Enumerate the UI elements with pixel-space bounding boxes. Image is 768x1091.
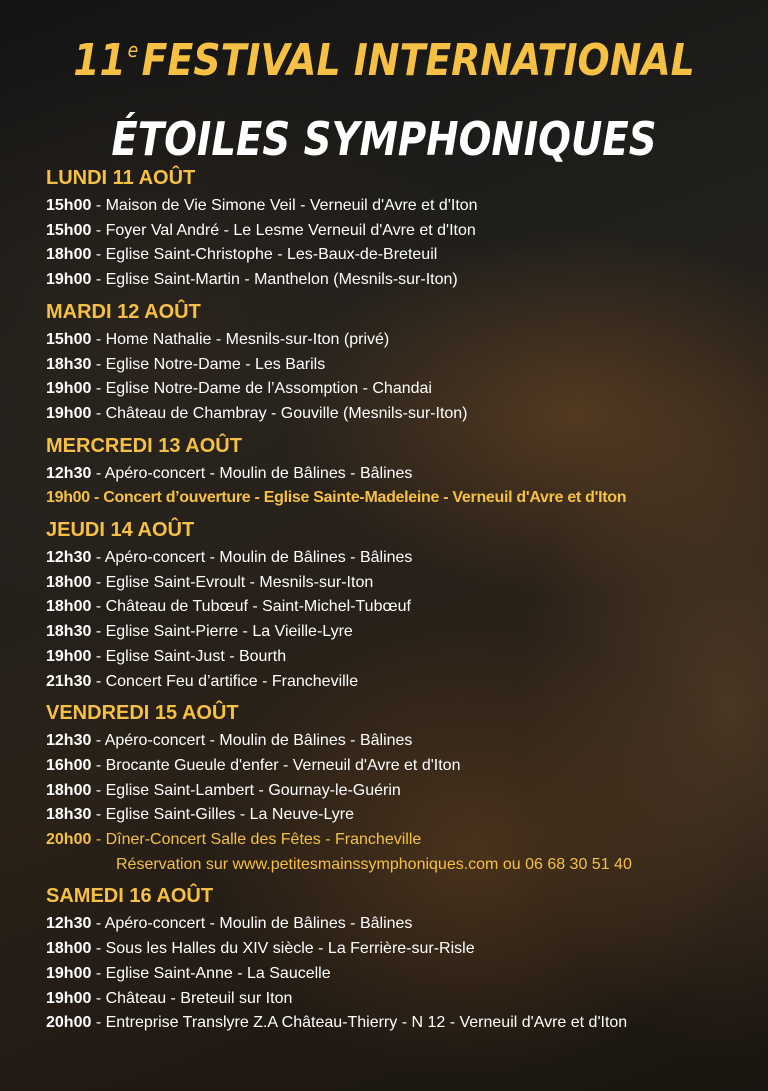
event-time: 16h00 bbox=[46, 756, 92, 774]
event-time: 20h00 bbox=[46, 1014, 92, 1032]
event-description: - Eglise Saint-Gilles - La Neuve-Lyre bbox=[91, 806, 354, 824]
event-description: - Maison de Vie Simone Veil - Verneuil d'Avre et d'Iton bbox=[91, 197, 478, 214]
event-time: 18h30 bbox=[46, 623, 92, 641]
festival-subtitle: ÉTOILES SYMPHONIQUES bbox=[111, 112, 657, 166]
event-row bbox=[46, 571, 756, 596]
reservation-note: Réservation sur www.petitesmainssymphoniques.com ou 06 68 30 51 40 bbox=[116, 855, 632, 873]
event-description: - Eglise Saint-Pierre - La Vieille-Lyre bbox=[91, 623, 353, 641]
event-row bbox=[46, 729, 756, 754]
event-row bbox=[46, 962, 756, 987]
event-time: 18h30 bbox=[46, 355, 92, 373]
event-description: - Apéro-concert - Moulin de Bâlines - Bâlines bbox=[91, 464, 413, 482]
event-row bbox=[46, 937, 756, 962]
event-time: 19h00 bbox=[46, 489, 90, 507]
poster-header bbox=[0, 22, 768, 169]
event-row bbox=[46, 779, 756, 804]
event-time: 19h00 bbox=[46, 271, 92, 289]
event-description: - Brocante Gueule d'enfer - Verneuil d'Avre et d'Iton bbox=[91, 756, 461, 774]
event-description: - Château de Chambray - Gouville (Mesnils-sur-Iton) bbox=[91, 404, 468, 422]
event-description: - Château de Tubœuf - Saint-Michel-Tubœuf bbox=[91, 598, 411, 616]
day-heading-lundi: LUNDI 11 AOÛT bbox=[46, 167, 196, 189]
event-description: - Eglise Notre-Dame de l’Assomption - Chandai bbox=[91, 380, 432, 398]
event-time: 19h00 bbox=[46, 647, 92, 665]
event-description: - Apéro-concert - Moulin de Bâlines - Bâlines bbox=[91, 732, 413, 750]
event-description: - Eglise Saint-Martin - Manthelon (Mesnils-sur-Iton) bbox=[91, 271, 458, 289]
event-time: 18h00 bbox=[46, 598, 92, 616]
event-row bbox=[46, 670, 756, 695]
event-time: 18h00 bbox=[46, 573, 92, 591]
event-row bbox=[46, 645, 756, 670]
event-time: 12h30 bbox=[46, 915, 92, 933]
event-time: 18h30 bbox=[46, 806, 92, 824]
festival-title-text: FESTIVAL INTERNATIONAL bbox=[141, 35, 695, 86]
event-time: 19h00 bbox=[46, 989, 92, 1007]
event-description: - Concert Feu d’artifice - Francheville bbox=[91, 672, 359, 690]
day-heading-mercredi: MERCREDI 13 AOÛT bbox=[46, 434, 242, 457]
event-description: - Entreprise Translyre Z.A Château-Thierry - N 12 - Verneuil d'Avre et d'Iton bbox=[91, 1014, 628, 1032]
event-time: 15h00 bbox=[46, 330, 92, 348]
event-time: 12h30 bbox=[46, 549, 92, 567]
event-row bbox=[46, 377, 756, 402]
event-row bbox=[46, 546, 756, 571]
event-description: - Apéro-concert - Moulin de Bâlines - Bâlines bbox=[91, 549, 413, 567]
event-row bbox=[46, 754, 756, 779]
event-row bbox=[46, 803, 756, 828]
event-row bbox=[46, 328, 756, 353]
event-time: 12h30 bbox=[46, 464, 92, 482]
event-row bbox=[46, 268, 756, 293]
event-time: 19h00 bbox=[46, 404, 92, 422]
event-time: 15h00 bbox=[46, 221, 92, 239]
event-description: - Eglise Saint-Lambert - Gournay-le-Guérin bbox=[91, 781, 401, 799]
event-row-diner-concert bbox=[46, 828, 756, 853]
event-description: - Concert d’ouverture - Eglise Sainte-Madeleine - Verneuil d'Avre et d'Iton bbox=[89, 489, 627, 507]
event-description: - Eglise Saint-Evroult - Mesnils-sur-Iton bbox=[91, 573, 374, 591]
event-description: - Apéro-concert - Moulin de Bâlines - Bâlines bbox=[91, 915, 413, 933]
event-time: 12h30 bbox=[46, 732, 92, 750]
event-row bbox=[46, 1011, 756, 1036]
event-description: - Sous les Halles du XIV siècle - La Ferrière-sur-Risle bbox=[91, 940, 475, 958]
event-time: 19h00 bbox=[46, 964, 92, 982]
edition-superscript: e bbox=[127, 38, 139, 62]
day-heading-mardi: MARDI 12 AOÛT bbox=[46, 300, 201, 323]
day-heading-jeudi: JEUDI 14 AOÛT bbox=[46, 519, 195, 542]
event-time: 15h00 bbox=[46, 197, 92, 214]
event-row bbox=[46, 243, 756, 268]
event-description: - Eglise Saint-Christophe - Les-Baux-de-Breteuil bbox=[91, 246, 438, 264]
edition-number: 11 bbox=[73, 35, 126, 86]
event-row bbox=[46, 402, 756, 427]
festival-title bbox=[54, 22, 714, 89]
event-row bbox=[46, 620, 756, 645]
event-description: - Eglise Saint-Just - Bourth bbox=[91, 647, 287, 665]
event-description: - Eglise Notre-Dame - Les Barils bbox=[91, 355, 326, 373]
event-time: 20h00 bbox=[46, 831, 92, 849]
day-heading-vendredi: VENDREDI 15 AOÛT bbox=[46, 702, 239, 725]
event-time: 18h00 bbox=[46, 781, 92, 799]
event-description: - Home Nathalie - Mesnils-sur-Iton (privé) bbox=[91, 330, 390, 348]
event-description: - Dîner-Concert Salle des Fêtes - Francheville bbox=[91, 831, 422, 849]
event-time: 18h00 bbox=[46, 246, 92, 264]
event-description: - Foyer Val André - Le Lesme Verneuil d'Avre et d'Iton bbox=[91, 221, 476, 239]
event-time: 19h00 bbox=[46, 380, 92, 398]
event-description: - Château - Breteuil sur Iton bbox=[91, 989, 293, 1007]
event-row bbox=[46, 595, 756, 620]
event-row bbox=[46, 194, 756, 219]
event-time: 21h30 bbox=[46, 672, 92, 690]
day-heading-samedi: SAMEDI 16 AOÛT bbox=[46, 885, 214, 908]
event-row bbox=[46, 987, 756, 1012]
event-time: 18h00 bbox=[46, 940, 92, 958]
event-row bbox=[46, 353, 756, 378]
event-row-opening-concert bbox=[46, 486, 756, 511]
event-row bbox=[46, 912, 756, 937]
event-row bbox=[46, 462, 756, 487]
event-row bbox=[46, 219, 756, 244]
program-schedule bbox=[46, 165, 756, 1036]
event-description: - Eglise Saint-Anne - La Saucelle bbox=[91, 964, 331, 982]
